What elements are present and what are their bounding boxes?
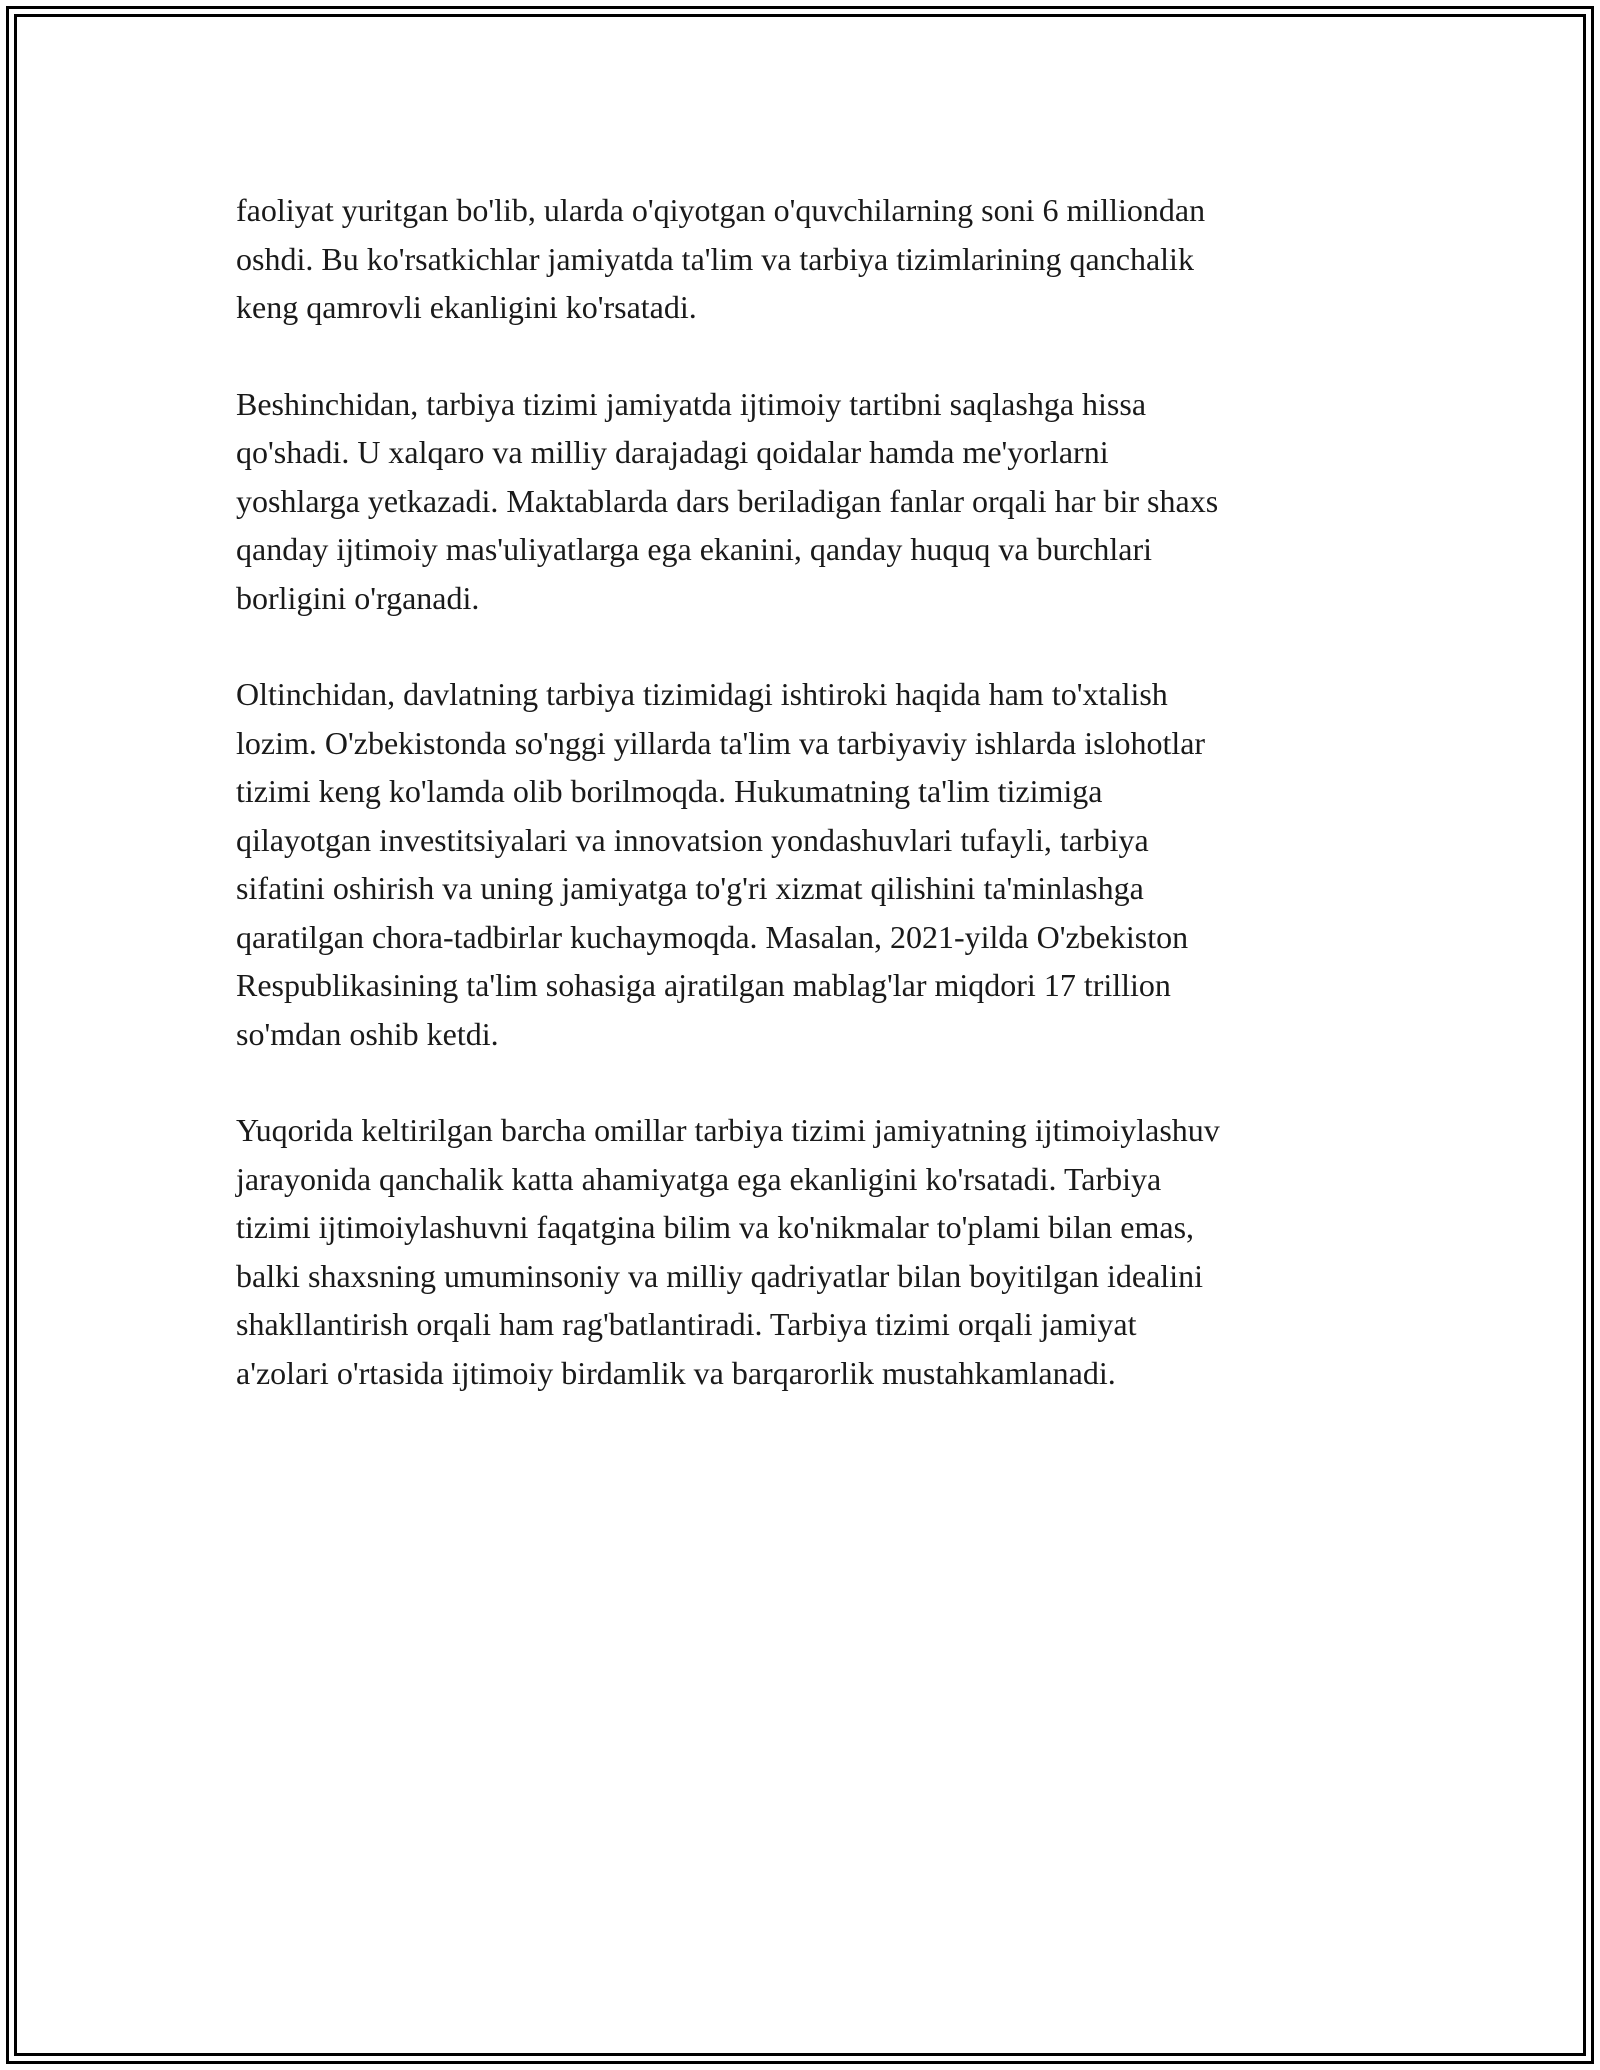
text-line: qilayotgan investitsiyalari va innovatsion yondashuvlari tufayli, tarbiya (236, 821, 1149, 858)
paragraph-1 (236, 186, 1376, 332)
paragraph-3 (236, 670, 1376, 1058)
text-line: oshdi. Bu ko'rsatkichlar jamiyatda ta'lim va tarbiya tizimlarining qanchalik (236, 240, 1194, 277)
text-line: qo'shadi. U xalqaro va milliy darajadagi qoidalar hamda me'yorlarni (236, 434, 1109, 470)
text-line: shakllantirish orqali ham rag'batlantiradi. Tarbiya tizimi orqali jamiyat (236, 1306, 1137, 1342)
text-line: borligini o'rganadi. (236, 579, 480, 616)
text-line: qaratilgan chora-tadbirlar kuchaymoqda. Masalan, 2021-yilda O'zbekiston (236, 918, 1189, 955)
text-line: tizimi keng ko'lamda olib borilmoqda. Hukumatning ta'lim tizimiga (236, 773, 1103, 809)
text-line: jarayonida qanchalik katta ahamiyatga ega ekanligini ko'rsatadi. Tarbiya (236, 1160, 1162, 1197)
text-line: qanday ijtimoiy mas'uliyatlarga ega ekanini, qanday huquq va burchlari (236, 531, 1153, 567)
text-line: faoliyat yuritgan bo'lib, ularda o'qiyotgan o'quvchilarning soni 6 milliondan (236, 192, 1206, 228)
paragraph-4 (236, 1106, 1376, 1397)
text-line: balki shaxsning umuminsoniy va milliy qadriyatlar bilan boyitilgan idealini (236, 1257, 1203, 1294)
document-body (236, 186, 1376, 1445)
text-line: Yuqorida keltirilgan barcha omillar tarbiya tizimi jamiyatning ijtimoiylashuv (236, 1112, 1220, 1148)
text-line: so'mdan oshib ketdi. (236, 1015, 499, 1052)
text-line: tizimi ijtimoiylashuvni faqatgina bilim va ko'nikmalar to'plami bilan emas, (236, 1209, 1195, 1245)
text-line: Beshinchidan, tarbiya tizimi jamiyatda ijtimoiy tartibni saqlashga hissa (236, 385, 1147, 422)
text-line: sifatini oshirish va uning jamiyatga to'g'ri xizmat qilishini ta'minlashga (236, 870, 1144, 906)
paragraph-2 (236, 380, 1376, 623)
text-line: lozim. O'zbekistonda so'nggi yillarda ta'lim va tarbiyaviy ishlarda islohotlar (236, 724, 1206, 761)
text-line: Respublikasining ta'lim sohasiga ajratilgan mablag'lar miqdori 17 trillion (236, 967, 1171, 1003)
text-line: Oltinchidan, davlatning tarbiya tizimidagi ishtiroki haqida ham to'xtalish (236, 676, 1168, 712)
text-line: a'zolari o'rtasida ijtimoiy birdamlik va barqarorlik mustahkamlanadi. (236, 1354, 1116, 1391)
text-line: keng qamrovli ekanligini ko'rsatadi. (236, 289, 697, 325)
text-line: yoshlarga yetkazadi. Maktablarda dars beriladigan fanlar orqali har bir shaxs (236, 482, 1219, 519)
